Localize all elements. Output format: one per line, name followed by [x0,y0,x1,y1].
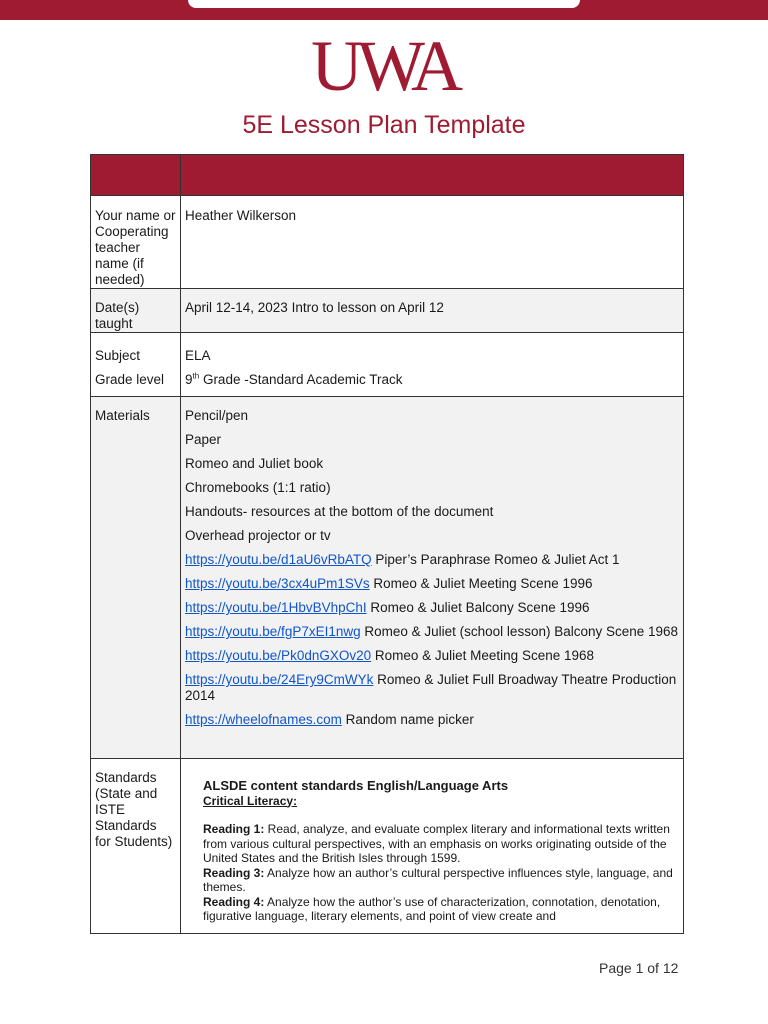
standard-item [203,866,673,895]
subject-value: ELA [185,348,211,363]
materials-label: Materials [91,397,181,759]
materials-items [185,408,679,544]
materials-item: Romeo and Juliet book [185,456,324,471]
standard-text: Analyze how the author’s use of characterization, connotation, denotation, figurative language, literary elements, and point of view create and [203,894,661,923]
standards-subheading: Critical Literacy: [203,793,298,808]
standards-content [181,759,684,934]
standard-item [203,895,673,924]
materials-links [185,552,679,728]
standard-text: Analyze how an author’s cultural perspective influences style, language, and themes. [203,865,673,894]
standard-key: Reading 1: [203,822,265,836]
name-value: Heather Wilkerson [181,196,684,289]
table-row-standards [91,759,684,934]
materials-link-item [185,648,679,664]
standards-heading: ALSDE content standards English/Language Arts [203,778,509,793]
header-cell-label [91,155,181,196]
materials-link-item [185,600,679,616]
table-row-name [91,196,684,289]
video-link[interactable]: https://youtu.be/d1aU6vRbATQ [185,552,372,567]
top-banner [0,0,768,20]
grade-label: Grade level [95,372,165,387]
standards-items [203,822,673,924]
link-description: Romeo & Juliet (school lesson) Balcony Scene 1968 [360,624,679,639]
header-cell-value [181,155,684,196]
grade-text: Grade -Standard Academic Track [199,372,403,387]
video-link[interactable]: https://youtu.be/Pk0dnGXOv20 [185,648,372,663]
materials-link-item [185,672,679,704]
standard-text: Read, analyze, and evaluate complex literary and informational texts written from various cultural perspectives, with an emphasis on works originating outside of the United States and the British Isles through 1599. [203,822,670,865]
video-link[interactable]: https://youtu.be/1HbvBVhpChI [185,600,367,615]
subject-label: Subject [95,348,141,363]
materials-list [181,397,684,759]
uwa-logo: UWA [311,26,457,106]
link-description: Romeo & Juliet Meeting Scene 1996 [369,576,593,591]
lesson-plan-table [90,154,684,934]
standard-key: Reading 4: [203,894,265,909]
top-banner-notch [188,0,580,8]
page-number: Page 1 of 12 [599,960,679,976]
table-header-row [91,155,684,196]
page-title: 5E Lesson Plan Template [242,111,526,139]
materials-item: Pencil/pen [185,408,249,423]
table-row-dates [91,289,684,333]
link-description: Random name picker [341,712,474,727]
standards-label: Standards (State and ISTE Standards for Students) [91,759,181,934]
materials-item: Handouts- resources at the bottom of the document [185,504,494,519]
materials-link-item [185,712,679,728]
grade-ordinal: th [192,371,200,381]
video-link[interactable]: https://youtu.be/24Ery9CmWYk [185,672,374,687]
video-link[interactable]: https://youtu.be/3cx4uPm1SVs [185,576,370,591]
standard-key: Reading 3: [203,865,265,880]
name-label: Your name or Cooperating teacher name (if needed) [91,196,181,289]
materials-item: Paper [185,432,222,447]
subject-grade-labels [91,333,181,397]
video-link[interactable]: https://youtu.be/fgP7xEI1nwg [185,624,361,639]
subject-grade-values [181,333,684,397]
grade-value [185,368,679,392]
materials-item: Overhead projector or tv [185,528,331,543]
table-row-materials [91,397,684,759]
link-description: Romeo & Juliet Balcony Scene 1996 [366,600,590,615]
link-description: Piper’s Paraphrase Romeo & Juliet Act 1 [371,552,620,567]
link-description: Romeo & Juliet Meeting Scene 1968 [371,648,595,663]
video-link[interactable]: https://wheelofnames.com [185,712,342,727]
dates-label: Date(s) taught [91,289,181,333]
standard-item [203,822,673,866]
link-description: Romeo & Juliet Full Broadway Theatre Production 2014 [185,672,677,703]
materials-link-item [185,552,679,568]
grade-number: 9 [185,372,193,387]
materials-link-item [185,576,679,592]
materials-link-item [185,624,679,640]
materials-item: Chromebooks (1:1 ratio) [185,480,331,495]
dates-value: April 12-14, 2023 Intro to lesson on April 12 [181,289,684,333]
table-row-subject-grade [91,333,684,397]
